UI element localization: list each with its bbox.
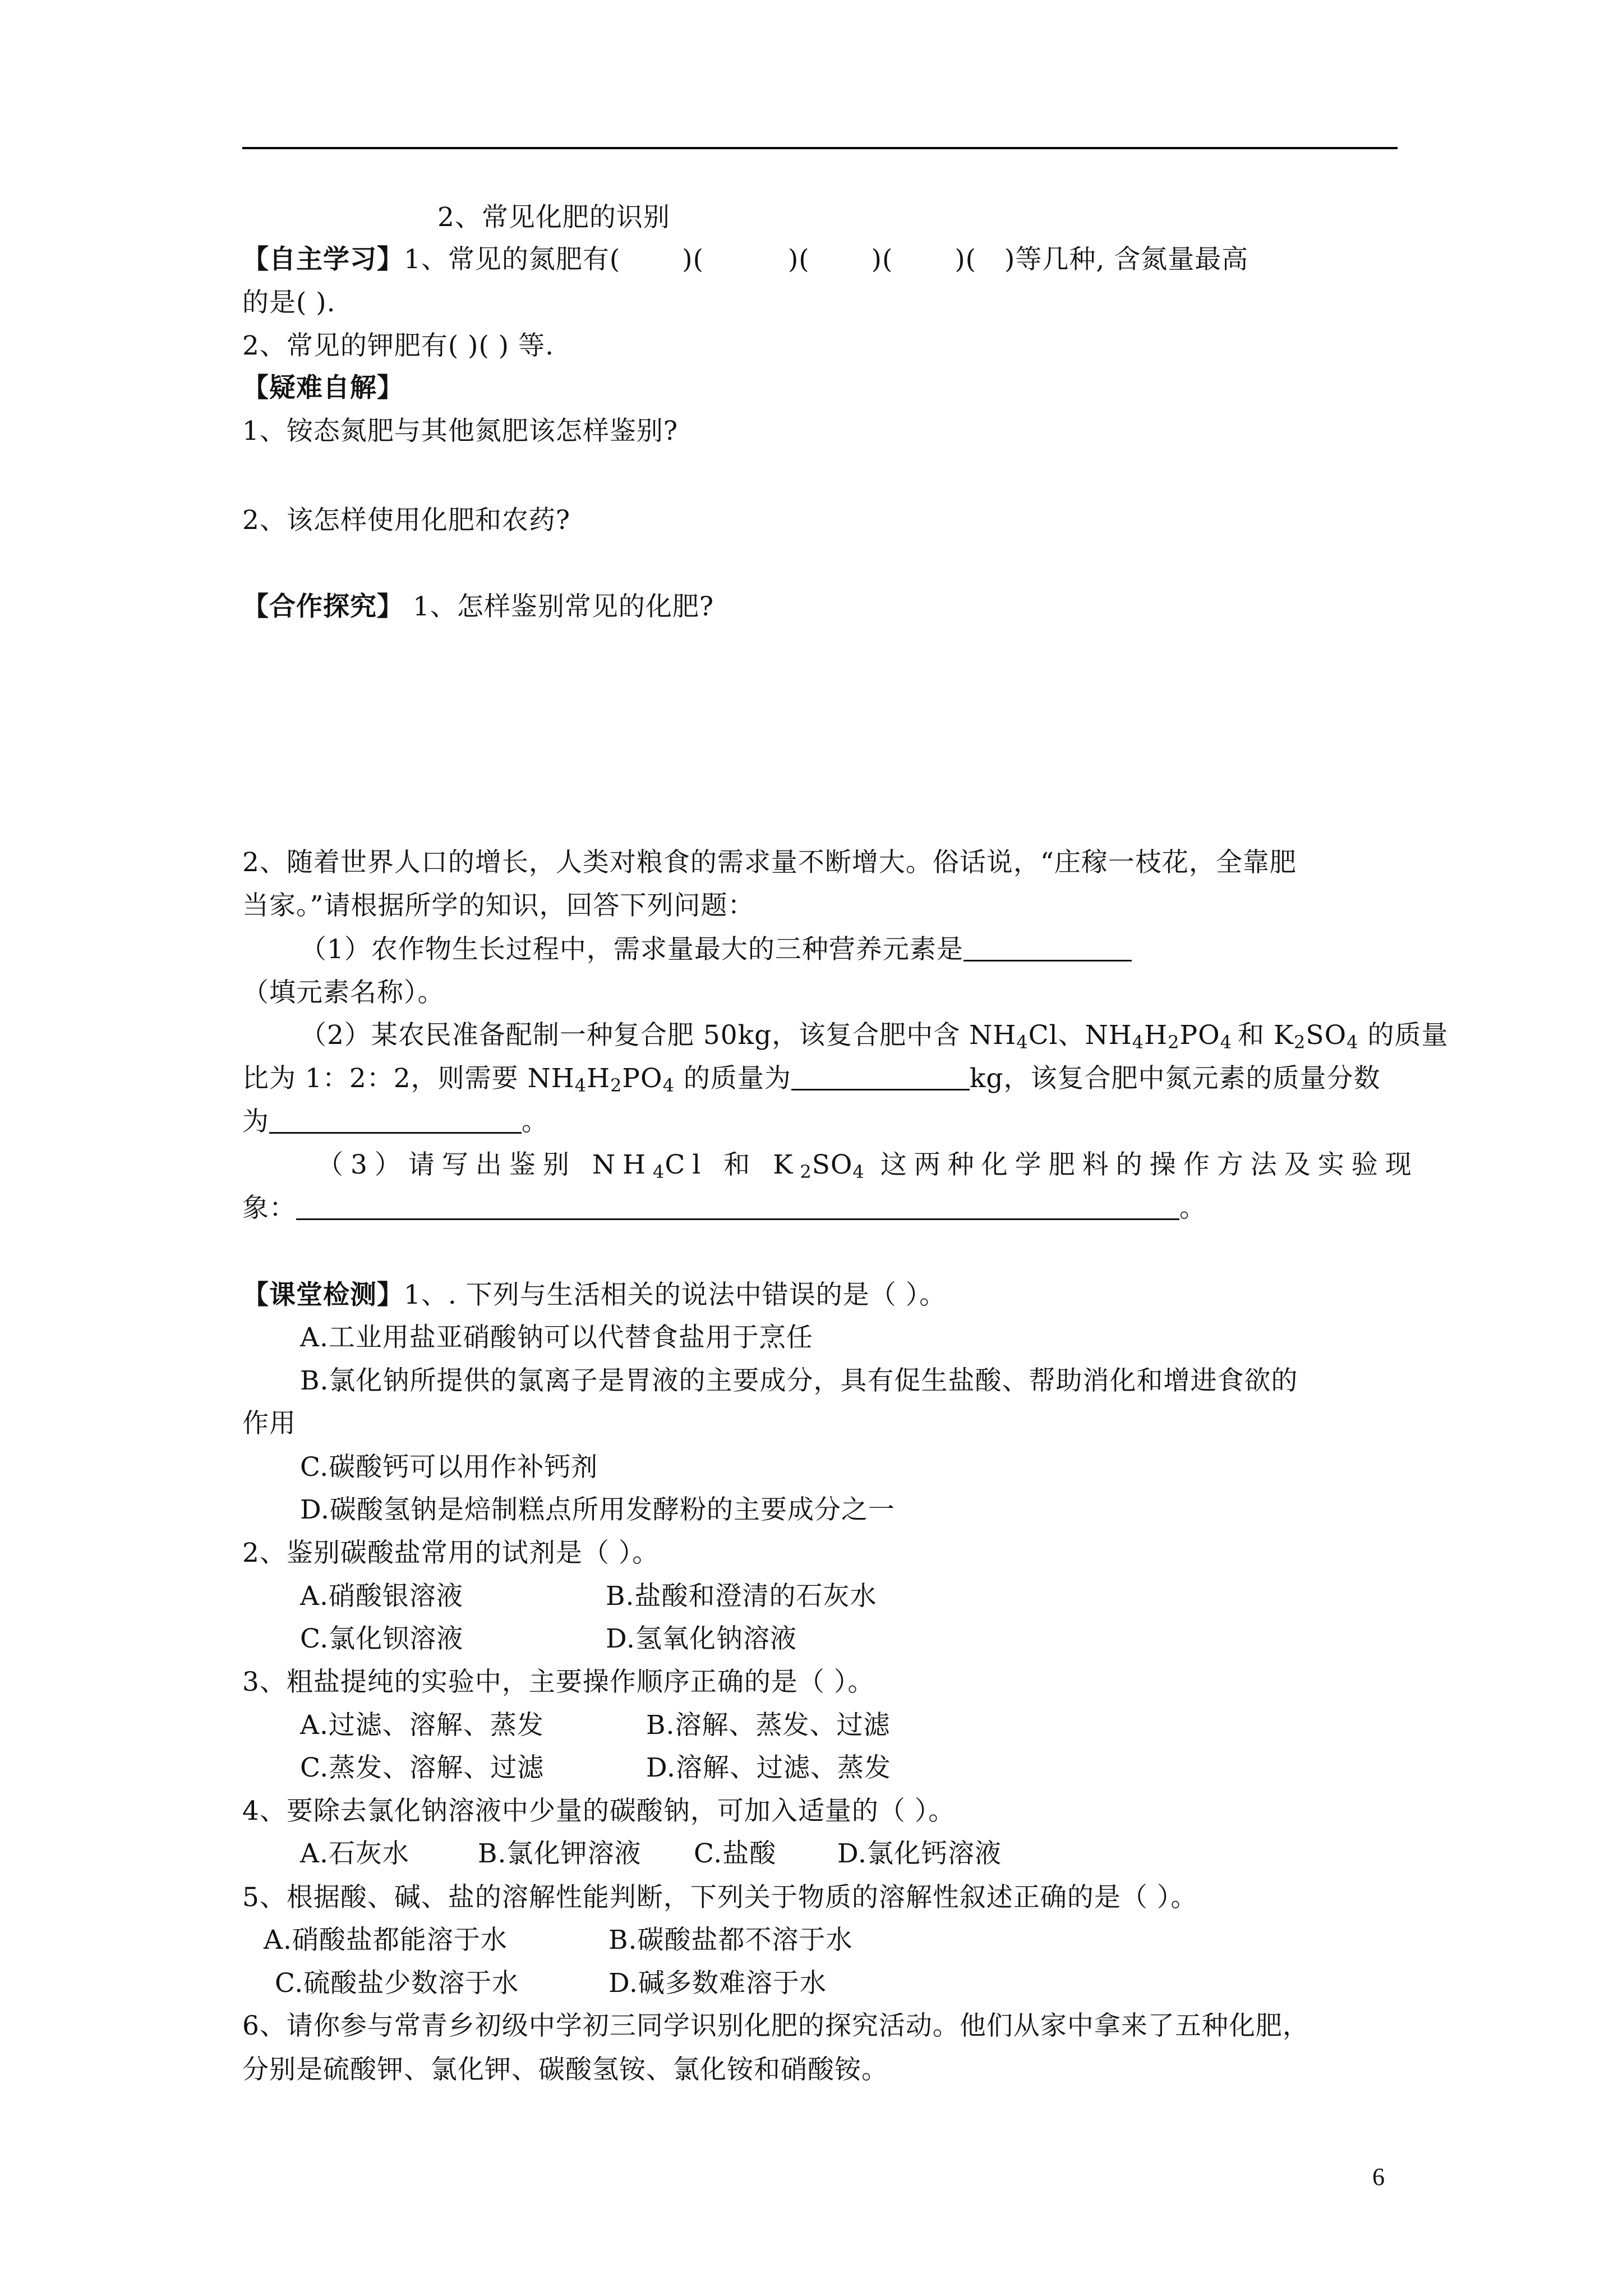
ketang-q1-d: D.碳酸氢钠是焙制糕点所用发酵粉的主要成分之一: [300, 1494, 895, 1525]
hezuo-p3-b: Cl 和 K: [665, 1149, 800, 1180]
hezuo-q2-line1: 2、随着世界人口的增长，人类对粮食的需求量不断增大。俗话说，“庄稼一枝花，全靠肥: [242, 847, 1297, 878]
sub-4: 4: [574, 1075, 587, 1096]
ketang-q6-line2: 分别是硫酸钾、氯化钾、碳酸氢铵、氯化铵和硝酸铵。: [242, 2054, 888, 2085]
answer-blank-mass[interactable]: [791, 1062, 970, 1091]
answer-blank-method[interactable]: [296, 1191, 1179, 1220]
hezuo-q1: [242, 590, 714, 624]
ketang-q2-d: D.氢氧化钠溶液: [606, 1623, 797, 1654]
zizhu-q1-paren-3: )(: [871, 244, 893, 275]
ketang-q3-b: B.溶解、蒸发、过滤: [646, 1710, 891, 1741]
ketang-q2-b: B.盐酸和澄清的石灰水: [606, 1581, 877, 1612]
sub-4: 4: [1220, 1032, 1232, 1053]
ketang-q1-c: C.碳酸钙可以用作补钙剂: [300, 1452, 598, 1483]
hezuo-p2: （2）某农民准备配制一种复合肥 50kg，该复合肥中含 $NH_4Cl$、$NH_4H_2PO_4$ 和 $K_2SO_4$ 的质量: [300, 1020, 1449, 1053]
hezuo-p2-line2-b: 的质量为: [674, 1063, 791, 1094]
ketang-q1-b1: B.氯化钠所提供的氯离子是胃液的主要成分，具有促生盐酸、帮助消化和增进食欲的: [300, 1365, 1298, 1396]
hezuo-p2-line3-a: 为: [242, 1106, 269, 1137]
ketang-q6-line1: 6、请你参与常青乡初级中学初三同学识别化肥的探究活动。他们从家中拿来了五种化肥，: [242, 2010, 1310, 2041]
hezuo-p3-line2-a: 象：: [242, 1193, 296, 1223]
hezuo-p3-line2-b: 。: [1179, 1193, 1206, 1223]
sub-4: 4: [1016, 1032, 1029, 1053]
hezuo-p1: [300, 933, 1132, 967]
zizhu-q1-end: )等几种, 含氮量最高: [1004, 244, 1249, 275]
page-number: 6: [1372, 2163, 1385, 2191]
ketang-q1: [242, 1278, 946, 1312]
answer-blank-elements[interactable]: [963, 933, 1132, 961]
hezuo-p3-c: 这两种化学肥料的操作方法及实验现: [864, 1149, 1419, 1180]
ketang-q2: 2、鉴别碳酸盐常用的试剂是（ ）。: [242, 1538, 660, 1568]
ketang-q5-a: A.硝酸盐都能溶于水: [264, 1925, 508, 1955]
ketang-q3-a: A.过滤、溶解、蒸发: [300, 1710, 544, 1741]
ketang-q5-b: B.碳酸盐都不溶于水: [608, 1925, 853, 1955]
zizhu-q1-paren-2: )(: [787, 244, 810, 275]
yinan-q2: 2、该怎样使用化肥和农药?: [242, 505, 571, 536]
zizhu-tag: 【自主学习】: [242, 244, 404, 275]
ketang-q4-d: D.氯化钙溶液: [837, 1838, 1002, 1869]
ketang-q5-d: D.碱多数难溶于水: [608, 1968, 827, 1999]
sub-4: 4: [1132, 1032, 1145, 1053]
sub-2: 2: [1294, 1032, 1306, 1053]
po-label: PO: [1179, 1020, 1220, 1051]
sub-2: 2: [1168, 1032, 1180, 1053]
ketang-q1-a: A.工业用盐亚硝酸钠可以代替食盐用于烹任: [300, 1322, 813, 1353]
zizhu-q1-line2: 的是( ).: [242, 287, 336, 318]
ketang-q4: 4、要除去氯化钠溶液中少量的碳酸钠，可加入适量的（ ）。: [242, 1796, 956, 1826]
yinan-q1: 1、铵态氮肥与其他氮肥该怎样鉴别?: [242, 416, 679, 447]
zizhu-q2: 2、常见的钾肥有( )( ) 等.: [242, 330, 555, 361]
ketang-q4-b: B.氯化钾溶液: [478, 1838, 642, 1869]
sub-2: 2: [800, 1161, 812, 1182]
hezuo-p2-d: 的质量: [1358, 1020, 1449, 1051]
ketang-q3-c: C.蒸发、溶解、过滤: [300, 1752, 545, 1783]
hezuo-q1-text: 1、怎样鉴别常见的化肥?: [404, 591, 714, 622]
zizhu-q1-start: 1、常见的氮肥有(: [404, 244, 621, 275]
hezuo-p2-line2-c: kg，该复合肥中氮元素的质量分数: [969, 1063, 1381, 1094]
ketang-q2-a: A.硝酸银溶液: [300, 1581, 463, 1612]
ketang-q5: 5、根据酸、碱、盐的溶解性能判断，下列关于物质的溶解性叙述正确的是（ ）。: [242, 1882, 1198, 1913]
hezuo-p2-line2: 比为 1：2：2，则需要 $NH_4H_2PO_4$ 的质量为 kg，该复合肥中氮元素的质量分数: [242, 1063, 1381, 1096]
ketang-q1-text: 1、. 下列与生活相关的说法中错误的是（ ）。: [404, 1280, 947, 1310]
zizhu-q1-paren-4: )(: [955, 244, 976, 275]
hezuo-p3-line2: [242, 1191, 1206, 1225]
zizhu-q1-paren-1: )(: [682, 244, 704, 275]
hezuo-p2-line3-b: 。: [522, 1106, 548, 1137]
so-label: SO: [1306, 1020, 1347, 1051]
zizhu-q1: [242, 243, 1248, 277]
sub-4: 4: [662, 1075, 675, 1096]
header-rule: [242, 147, 1398, 149]
hezuo-p2-c: 和 K: [1237, 1020, 1294, 1051]
hezuo-p2-line3: [242, 1105, 548, 1139]
hezuo-p2-line2-a: 比为 1：2：2，则需要 NH: [242, 1063, 575, 1094]
section-title: 2、常见化肥的识别: [437, 202, 670, 233]
hezuo-p2-a: （2）某农民准备配制一种复合肥 50kg，该复合肥中含 NH: [300, 1020, 1017, 1051]
hezuo-p2-b: Cl、NH: [1028, 1020, 1132, 1051]
ketang-tag: 【课堂检测】: [242, 1280, 404, 1310]
hezuo-q2-line2: 当家。”请根据所学的知识，回答下列问题：: [242, 890, 755, 921]
ketang-q3-d: D.溶解、过滤、蒸发: [646, 1752, 891, 1783]
hezuo-tag: 【合作探究】: [242, 591, 404, 622]
sub-4: 4: [652, 1161, 665, 1182]
ketang-q4-c: C.盐酸: [694, 1838, 777, 1869]
hezuo-p1-text: （1）农作物生长过程中，需求量最大的三种营养元素是: [300, 934, 963, 965]
po-label: PO: [622, 1063, 663, 1094]
sub-4: 4: [1347, 1032, 1359, 1053]
hezuo-p1-tail: （填元素名称）。: [242, 977, 445, 1008]
hezuo-p3-a: （3）请写出鉴别 NH: [317, 1149, 653, 1180]
ketang-q5-c: C.硫酸盐少数溶于水: [275, 1968, 519, 1999]
hezuo-p3: [317, 1148, 1419, 1182]
sub-2: 2: [610, 1075, 623, 1096]
sub-4: 4: [852, 1161, 865, 1182]
ketang-q4-a: A.石灰水: [300, 1838, 409, 1869]
ketang-q1-b2: 作用: [242, 1408, 296, 1439]
so-label: SO: [811, 1149, 853, 1180]
answer-blank-fraction[interactable]: [269, 1105, 522, 1134]
yinan-tag: 【疑难自解】: [242, 372, 404, 403]
ketang-q3: 3、粗盐提纯的实验中，主要操作顺序正确的是（ ）。: [242, 1667, 875, 1697]
ketang-q2-c: C.氯化钡溶液: [300, 1623, 464, 1654]
